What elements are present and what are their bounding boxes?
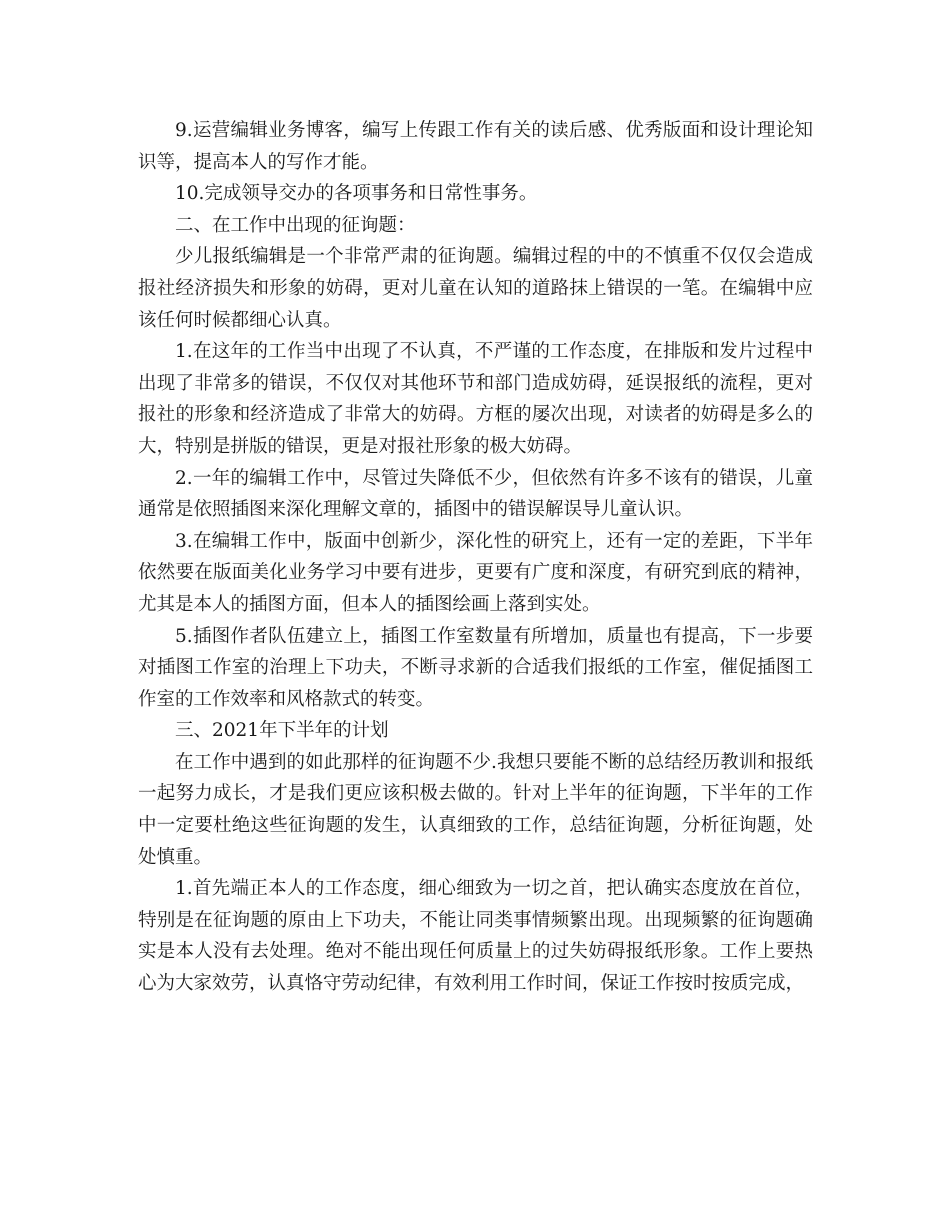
section-heading: 二、在工作中出现的征询题： <box>175 214 416 236</box>
section-heading: 三、2021年下半年的计划 <box>175 720 389 742</box>
paragraph: 10.完成领导交办的各项事务和日常性事务。 <box>175 183 538 205</box>
document-body <box>138 115 813 1000</box>
paragraph: 5.插图作者队伍建立上，插图工作室数量有所增加，质量也有提高，下一步要对插图工作室的治理上下功夫，不断寻求新的合适我们报纸的工作室，催促插图工作室的工作效率和风格款式的转变。 <box>138 625 813 710</box>
paragraph: 少儿报纸编辑是一个非常严肃的征询题。编辑过程的中的不慎重不仅仅会造成报社经济损失和形象的妨碍，更对儿童在认知的道路抹上错误的一笔。在编辑中应该任何时候都细心认真。 <box>138 246 813 331</box>
paragraph: 3.在编辑工作中，版面中创新少，深化性的研究上，还有一定的差距，下半年依然要在版面美化业务学习中要有进步，更要有广度和深度，有研究到底的精神，尤其是本人的插图方面，但本人的插图绘画上落到实处。 <box>138 530 813 615</box>
paragraph: 1.首先端正本人的工作态度，细心细致为一切之首，把认确实态度放在首位，特别是在征询题的原由上下功夫，不能让同类事情频繁出现。出现频繁的征询题确实是本人没有去处理。绝对不能出现任何质量上的过失妨碍报纸形象。工作上要热心为大家效劳，认真恪守劳动纪律，有效利用工作时间，保证工作按时按质完成， <box>138 878 813 995</box>
paragraph: 9.运营编辑业务博客，编写上传跟工作有关的读后感、优秀版面和设计理论知识等，提高本人的写作才能。 <box>138 120 813 173</box>
paragraph: 2.一年的编辑工作中，尽管过失降低不少，但依然有许多不该有的错误，儿童通常是依照插图来深化理解文章的，插图中的错误解误导儿童认识。 <box>138 467 813 521</box>
paragraph: 在工作中遇到的如此那样的征询题不少.我想只要能不断的总结经历教训和报纸一起努力成长，才是我们更应该积极去做的。针对上半年的征询题，下半年的工作中一定要杜绝这些征询题的发生，认真细致的工作，总结征询题，分析征询题，处处慎重。 <box>138 751 813 868</box>
paragraph: 1.在这年的工作当中出现了不认真，不严谨的工作态度，在排版和发片过程中出现了非常多的错误，不仅仅对其他环节和部门造成妨碍，延误报纸的流程，更对报社的形象和经济造成了非常大的妨碍。方框的屡次出现，对读者的妨碍是多么的大，特别是拼版的错误，更是对报社形象的极大妨碍。 <box>138 341 813 457</box>
